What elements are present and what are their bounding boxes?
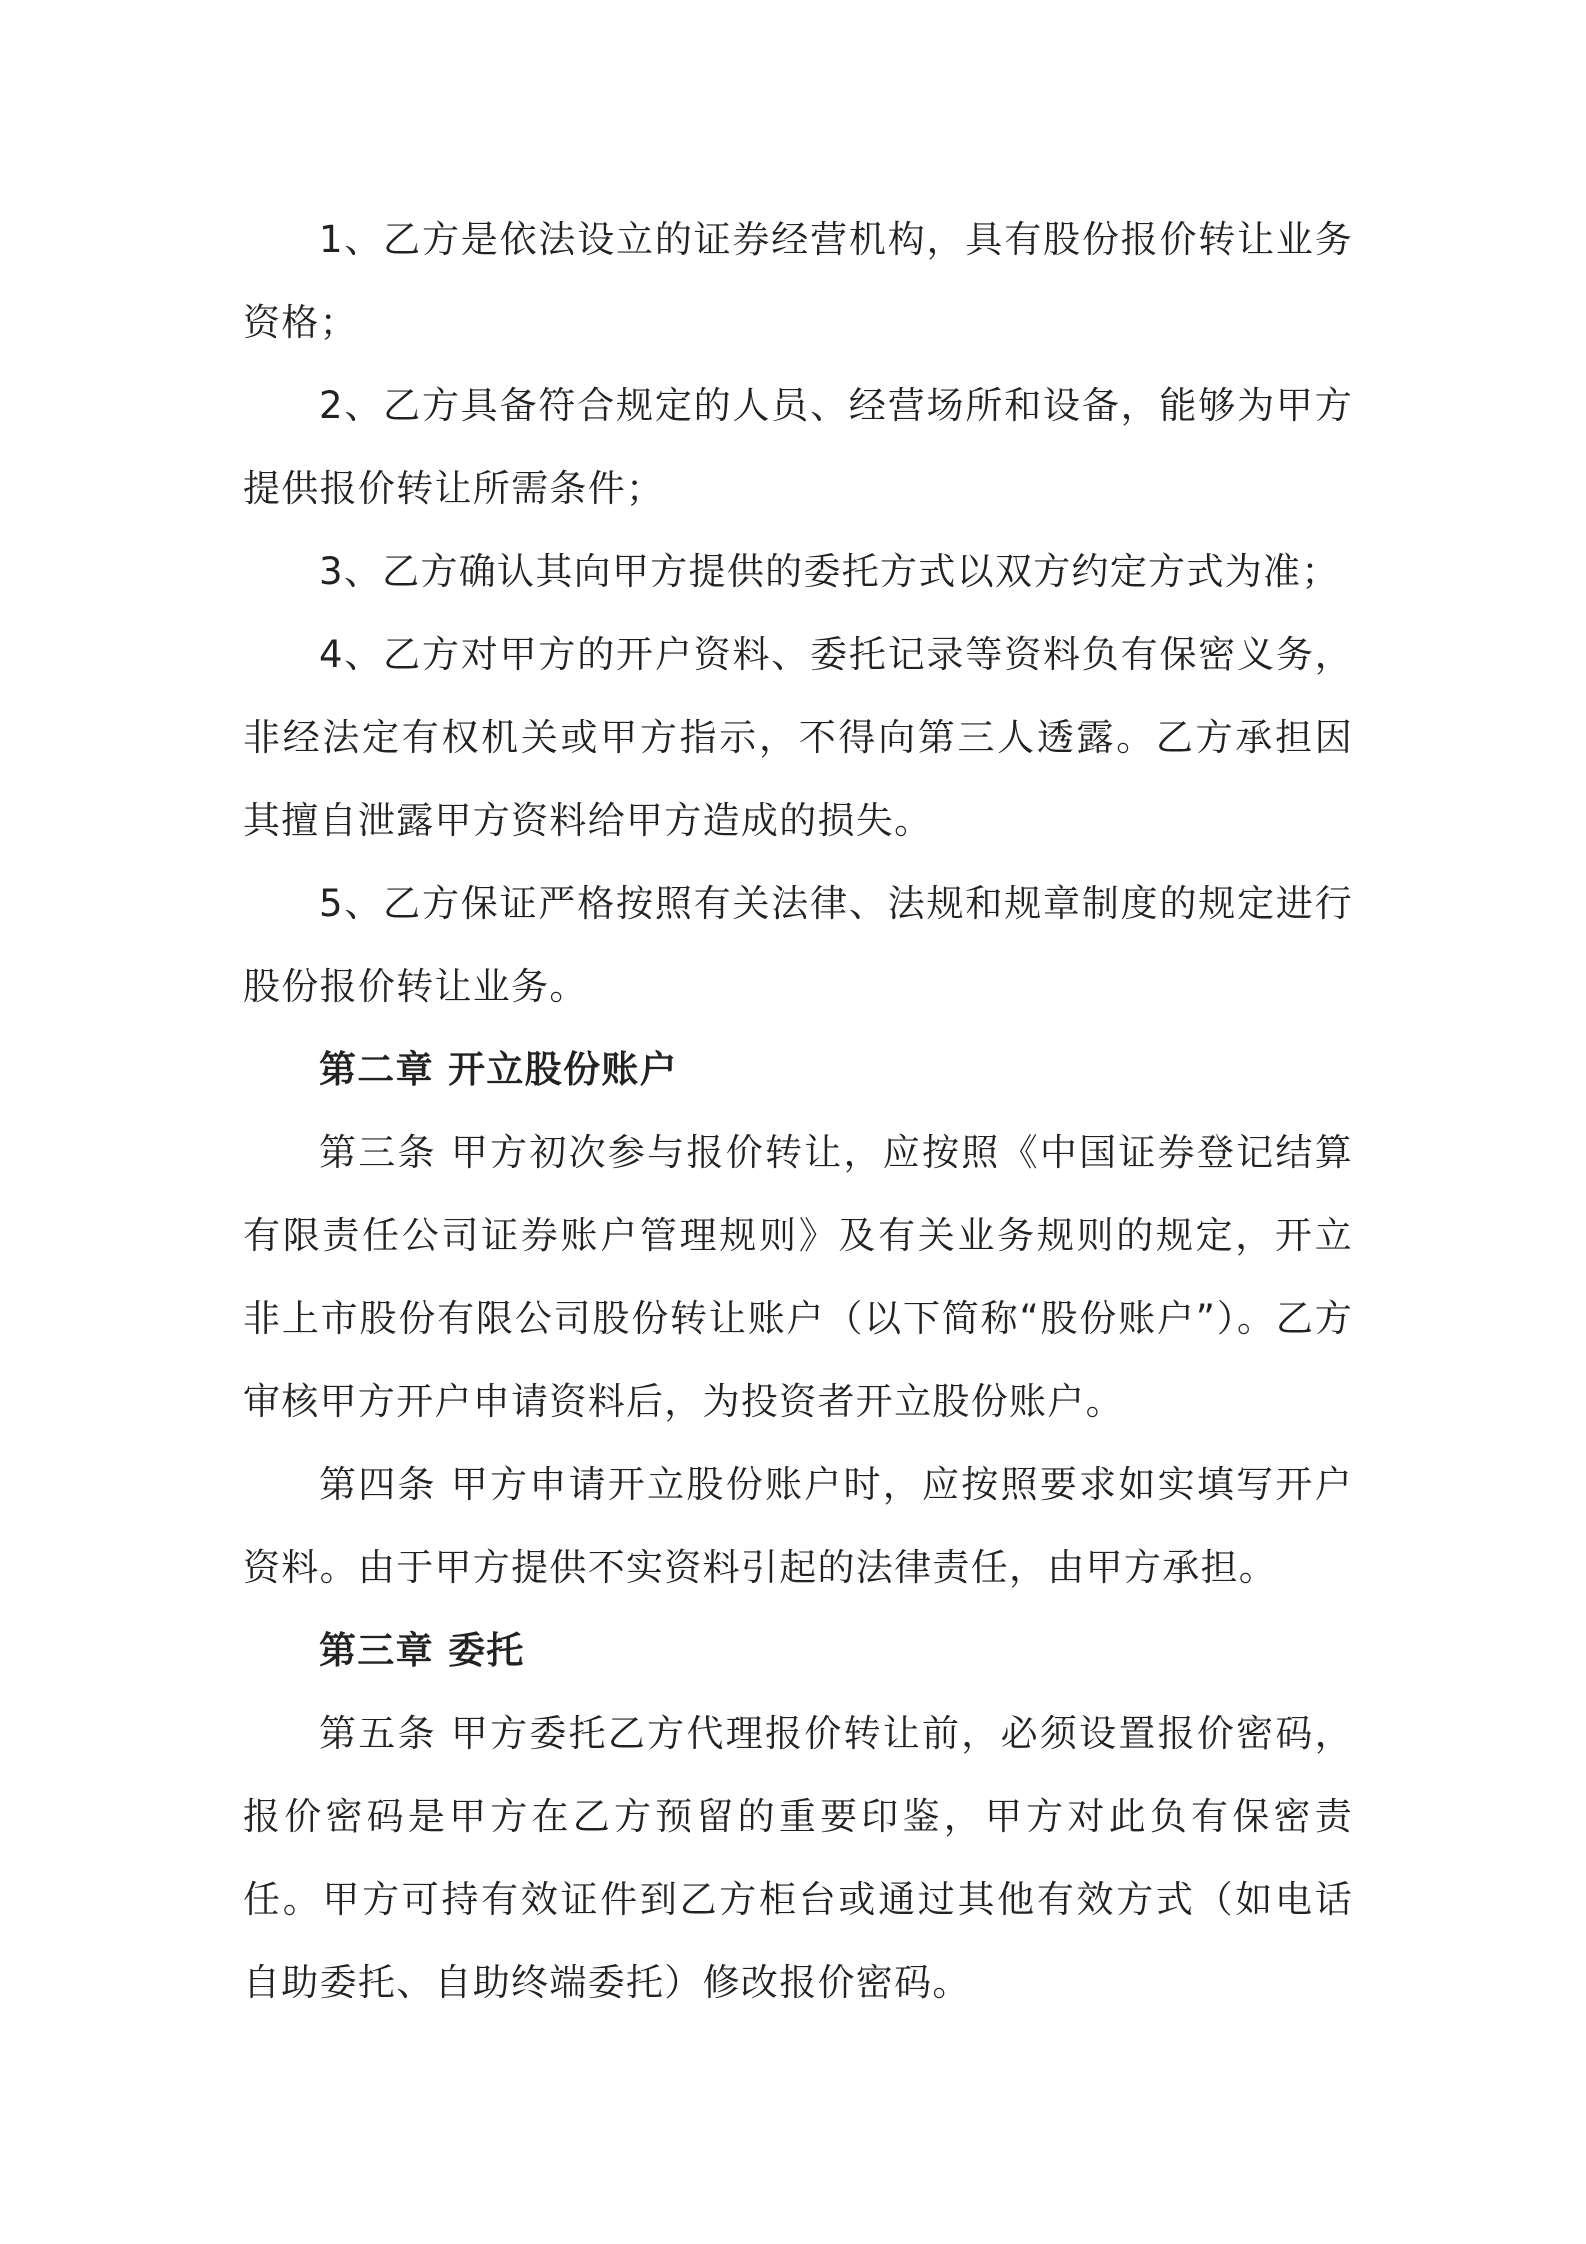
clause-5: 5、乙方保证严格按照有关法律、法规和规章制度的规定进行股份报价转让业务。 [243, 882, 1353, 1008]
chapter-3-heading: 第三章 委托 [319, 1629, 525, 1672]
clause-4: 4、乙方对甲方的开户资料、委托记录等资料负有保密义务，非经法定有权机关或甲方指示，不得向第三人透露。乙方承担因其擅自泄露甲方资料给甲方造成的损失。 [243, 633, 1353, 842]
chapter-2-heading: 第二章 开立股份账户 [319, 1048, 678, 1091]
clause-2: 2、乙方具备符合规定的人员、经营场所和设备，能够为甲方提供报价转让所需条件； [243, 384, 1353, 510]
clause-3: 3、乙方确认其向甲方提供的委托方式以双方约定方式为准； [319, 550, 1340, 593]
article-3: 第三条 甲方初次参与报价转让，应按照《中国证券登记结算有限责任公司证券账户管理规则》及有关业务规则的规定，开立非上市股份有限公司股份转让账户（以下简称“股份账户”）。乙方审核甲方开户申请资料后，为投资者开立股份账户。 [243, 1131, 1353, 1423]
article-4: 第四条 甲方申请开立股份账户时，应按照要求如实填写开户资料。由于甲方提供不实资料引起的法律责任，由甲方承担。 [243, 1463, 1353, 1589]
document-body [243, 198, 1353, 2024]
clause-1: 1、乙方是依法设立的证券经营机构，具有股份报价转让业务资格； [243, 218, 1353, 344]
article-5: 第五条 甲方委托乙方代理报价转让前，必须设置报价密码，报价密码是甲方在乙方预留的重要印鉴，甲方对此负有保密责任。甲方可持有效证件到乙方柜台或通过其他有效方式（如电话自助委托、自助终端委托）修改报价密码。 [243, 1712, 1353, 2004]
